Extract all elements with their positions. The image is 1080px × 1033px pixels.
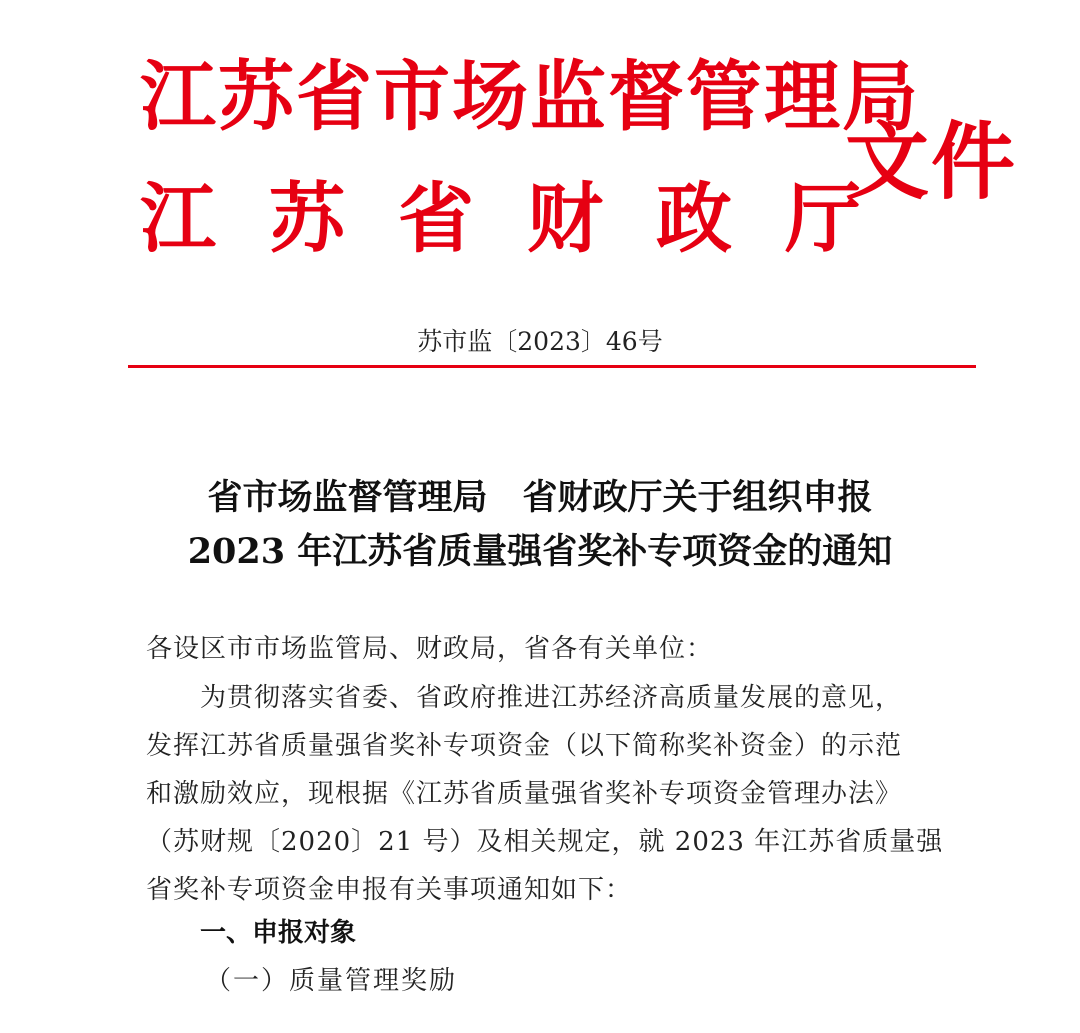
- red-divider-line: [128, 365, 976, 368]
- body-paragraph-line: （苏财规〔2020〕21 号）及相关规定，就 2023 年江苏省质量强: [146, 827, 944, 857]
- body-paragraph-line: 和激励效应，现根据《江苏省质量强省奖补专项资金管理办法》: [146, 779, 903, 809]
- notice-title-line-2: 2023 年江苏省质量强省奖补专项资金的通知: [187, 531, 893, 572]
- notice-title-line-1: 省市场监督管理局 省财政厅关于组织申报: [207, 477, 873, 518]
- section-heading-applicants: 一、申报对象: [200, 918, 357, 948]
- doc-type-label: 文件: [845, 113, 1018, 211]
- document-number: 苏市监〔2023〕46号: [417, 327, 663, 356]
- red-header: [0, 0, 1080, 300]
- body-paragraph-line: 为贯彻落实省委、省政府推进江苏经济高质量发展的意见，: [200, 683, 903, 713]
- issuer-market-regulation: 江苏省市场监督管理局: [140, 52, 920, 141]
- salutation: 各设区市市场监管局、财政局，省各有关单位：: [146, 634, 714, 664]
- body-paragraph-line: 发挥江苏省质量强省奖补专项资金（以下简称奖补资金）的示范: [146, 731, 903, 761]
- body-paragraph-line: 省奖补专项资金申报有关事项通知如下：: [146, 875, 633, 905]
- subsection-heading-quality-award: （一）质量管理奖励: [205, 966, 458, 996]
- issuer-finance-dept: 江苏省财政厅: [140, 174, 914, 263]
